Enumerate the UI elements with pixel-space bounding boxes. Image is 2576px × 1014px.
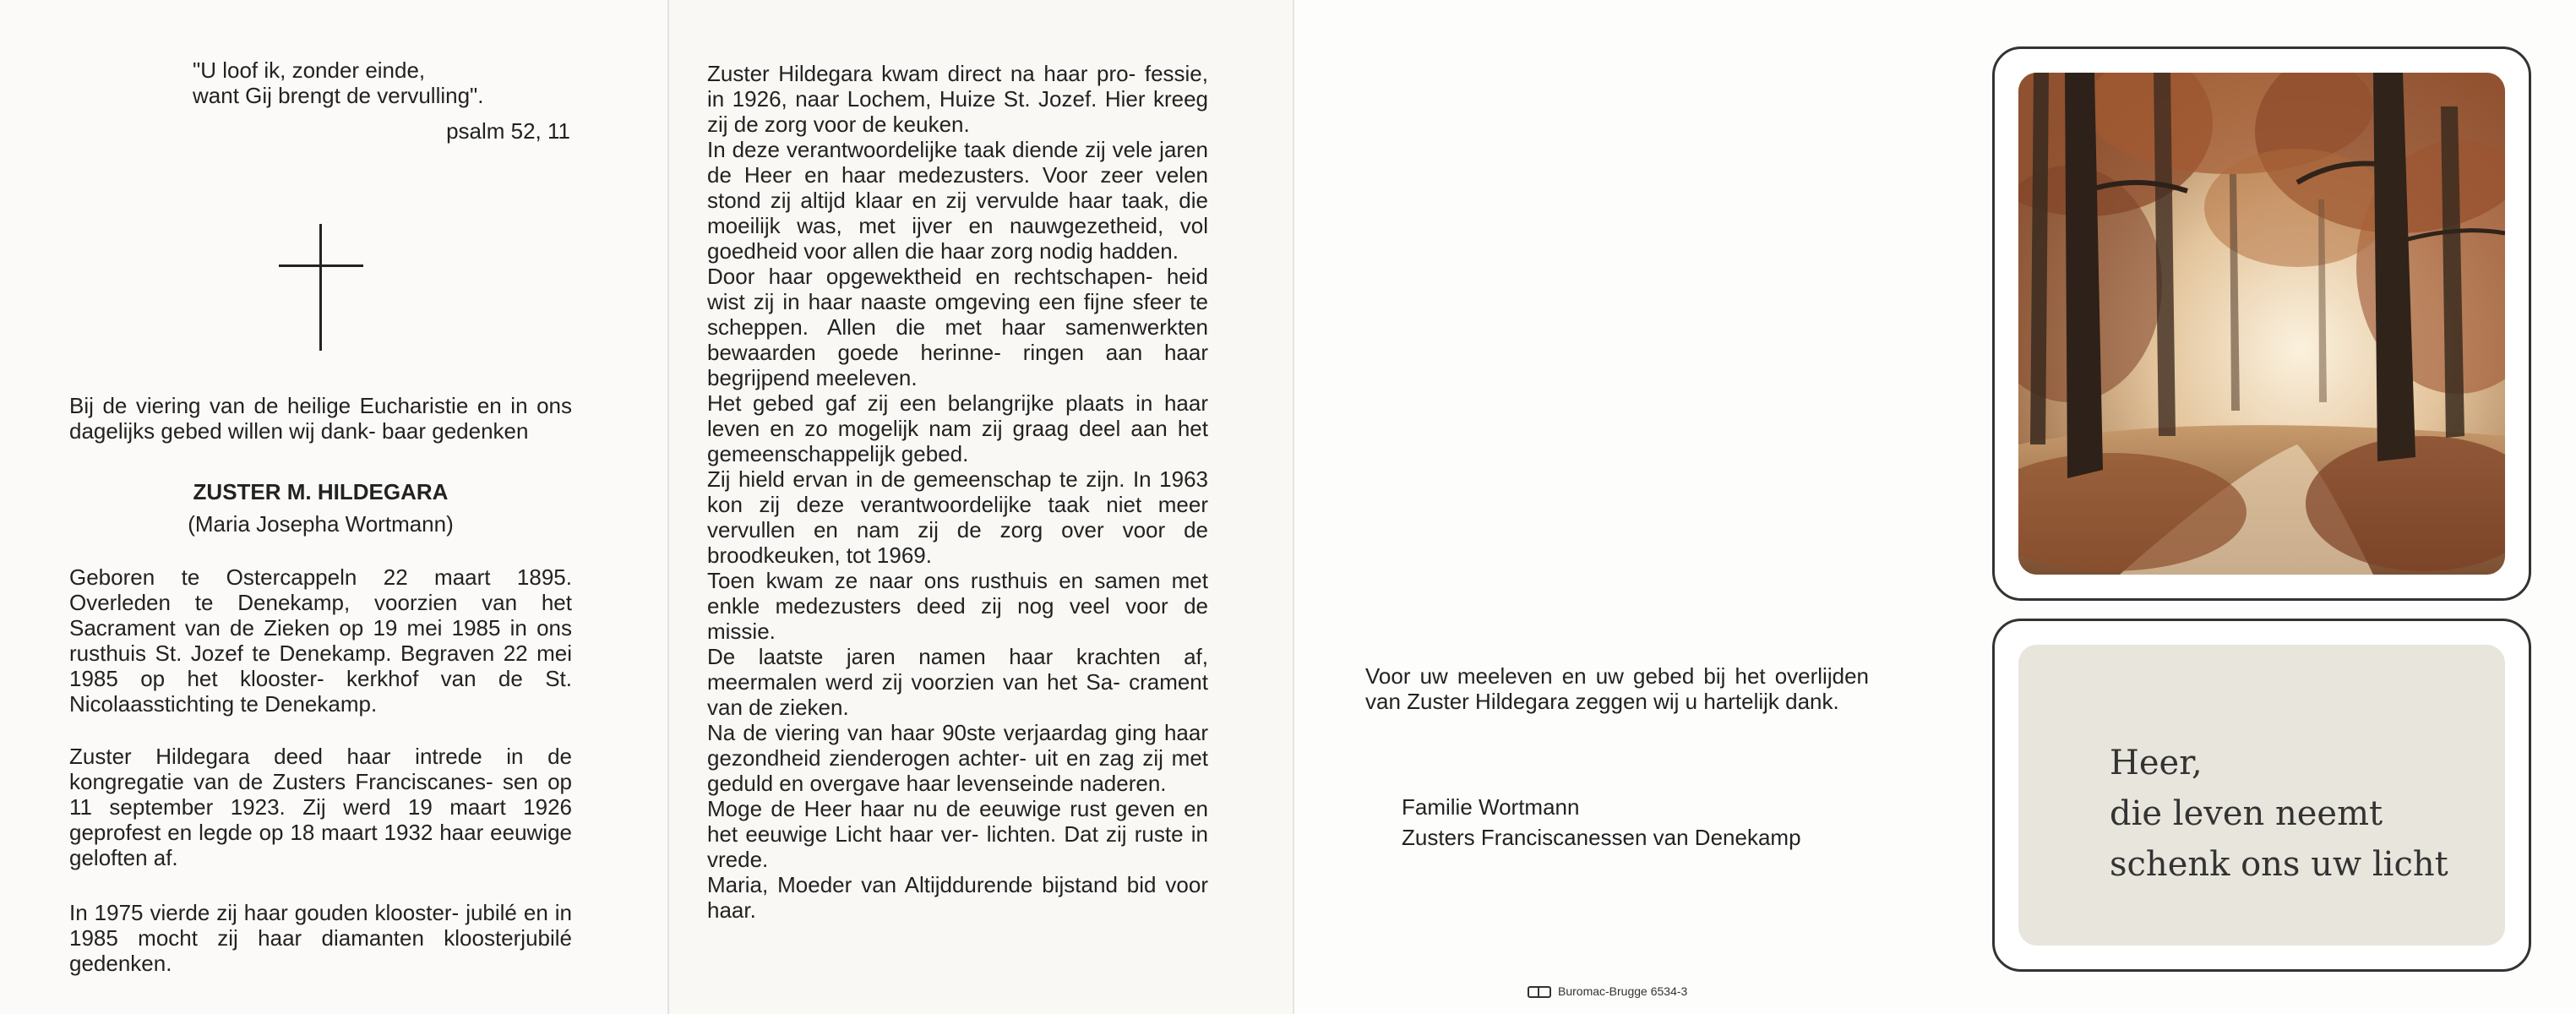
- printer-text: Buromac-Brugge 6534-3: [1558, 984, 1688, 998]
- bio-para: Na de viering van haar 90ste verjaardag ging haar gezondheid zienderogen achter- uit en zag zij met geduld en overgave haar levenseinde naderen.: [707, 720, 1208, 796]
- birth-name: (Maria Josepha Wortmann): [188, 511, 454, 537]
- middle-panel: [667, 0, 1294, 1014]
- quote-line-1: "U loof ik, zonder einde,: [193, 57, 426, 83]
- photo-frame: [1992, 46, 2531, 601]
- bio-para: Zuster Hildegara kwam direct na haar pro- fessie, in 1926, naar Lochem, Huize St. Jozef. Hier kreeg zij de zorg voor de keuken.: [707, 61, 1208, 137]
- bio-para: Moge de Heer haar nu de eeuwige rust geven en het eeuwige Licht haar ver- lichten. Dat zij ruste in vrede.: [707, 796, 1208, 872]
- verse-line-1: Heer,: [2110, 744, 2203, 782]
- signature-sisters: Zusters Franciscanessen van Denekamp: [1402, 825, 1801, 850]
- bio-paragraph-1: Geboren te Ostercappeln 22 maart 1895. Overleden te Denekamp, voorzien van het Sacrament van de Zieken op 19 mei 1985 in ons rusthuis St. Jozef te Denekamp. Begraven 22 mei 1985 op het klooster- kerkhof van de St. Nicolaasstichting te Denekamp.: [69, 564, 572, 717]
- verse-card: [2018, 645, 2505, 946]
- left-panel: [0, 0, 667, 1014]
- printer-logo-icon: [1528, 986, 1551, 998]
- signature-family: Familie Wortmann: [1402, 794, 1580, 820]
- bio-para: De laatste jaren namen haar krachten af, meermalen werd zij voorzien van het Sa- crament van de zieken.: [707, 644, 1208, 720]
- thanks-text: Voor uw meeleven en uw gebed bij het overlijden van Zuster Hildegara zeggen wij u hartelijk dank.: [1365, 663, 1869, 714]
- bio-para: Het gebed gaf zij een belangrijke plaats in haar leven en zo mogelijk nam zij graag deel aan het gemeenschappelijk gebed.: [707, 390, 1208, 466]
- quote-line-2: want Gij brengt de vervulling".: [193, 83, 484, 108]
- deceased-name: ZUSTER M. HILDEGARA: [193, 479, 449, 504]
- intro-text: Bij de viering van de heilige Eucharistie en in ons dagelijks gebed willen wij dank- baar gedenken: [69, 393, 572, 444]
- printer-mark: [1528, 984, 1687, 998]
- bio-para: Door haar opgewektheid en rechtschapen- heid wist zij in haar naaste omgeving een fijne sfeer te scheppen. Allen die met haar samenwerkten bewaarden goede herinne- ringen aan haar begrijpend meeleven.: [707, 264, 1208, 390]
- bio-para: In deze verantwoordelijke taak diende zij vele jaren de Heer en haar medezusters. Voor zeer velen stond zij altijd klaar en zij vervulde haar taak, die moeilijk was, met ijver en nauwgezetheid, vol goedheid voor allen die haar zorg nodig hadden.: [707, 137, 1208, 264]
- verse-text: [2110, 738, 2448, 890]
- cross-icon: [319, 224, 322, 351]
- bio-paragraph-2: Zuster Hildegara deed haar intrede in de kongregatie van de Zusters Franciscanes- sen op 11 september 1923. Zij werd 19 maart 1926 geprofest en legde op 18 maart 1932 haar eeuwige geloften af.: [69, 744, 572, 870]
- quote-source: psalm 52, 11: [446, 118, 570, 144]
- bio-para: Zij hield ervan in de gemeenschap te zijn. In 1963 kon zij deze verantwoordelijke taak niet meer vervullen en nam zij de zorg over voor de broodkeuken, tot 1969.: [707, 466, 1208, 568]
- psalm-quote: [193, 57, 573, 108]
- biography-text: [707, 61, 1208, 923]
- verse-line-2: die leven neemt: [2110, 794, 2383, 833]
- bio-paragraph-3: In 1975 vierde zij haar gouden klooster- jubilé en in 1985 mocht zij haar diamanten kloosterjubilé gedenken.: [69, 900, 572, 976]
- verse-line-3: schenk ons uw licht: [2110, 845, 2448, 884]
- verse-card-frame: [1992, 619, 2531, 972]
- cross-icon-bar: [279, 264, 363, 267]
- autumn-forest-image: [2018, 73, 2505, 575]
- bio-para: Maria, Moeder van Altijddurende bijstand bid voor haar.: [707, 872, 1208, 923]
- bio-para: Toen kwam ze naar ons rusthuis en samen met enkle medezusters deed zij nog veel voor de missie.: [707, 568, 1208, 644]
